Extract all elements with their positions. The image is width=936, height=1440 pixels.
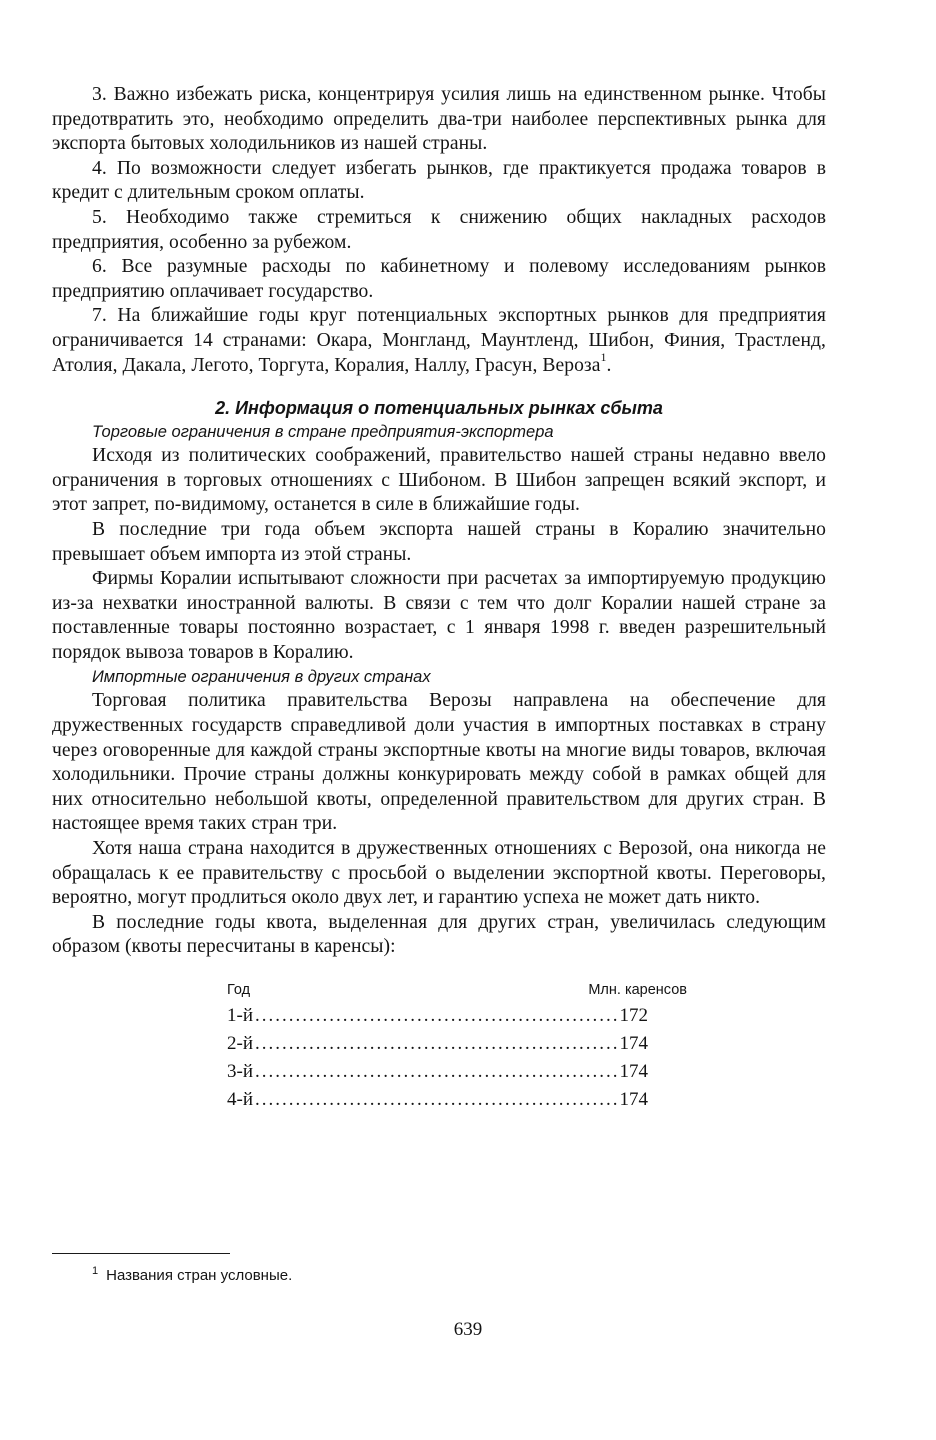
dot-leader xyxy=(255,1030,618,1058)
paragraph: Хотя наша страна находится в дружественных отношениях с Верозой, она никогда не обращалась к ее правительству с просьбой о выделении экспортной квоты. Переговоры, вероятно, могут продлиться около двух лет, и гарантию успеха не может дать никто. xyxy=(52,838,826,909)
dot-leader xyxy=(255,1086,618,1114)
table-cell-value: 174 xyxy=(619,1061,648,1082)
page-number: 639 xyxy=(453,1319,483,1340)
paragraph: В последние годы квота, выделенная для других стран, увеличилась следующим образом (квоты пересчитаны в каренсы): xyxy=(52,911,826,958)
table-row xyxy=(227,1002,648,1030)
footnote-number: 1 xyxy=(92,1265,99,1277)
dot-leader xyxy=(255,1002,618,1030)
quota-table xyxy=(227,978,707,1114)
table-cell-year: 4-й xyxy=(227,1089,253,1110)
table-cell-value: 174 xyxy=(619,1033,648,1054)
list-item-6: 6. Все разумные расходы по кабинетному и полевому исследованиям рынков предприятию оплачивает государство. xyxy=(52,256,826,302)
footnote-text: Названия стран условные. xyxy=(106,1267,293,1284)
list-item-4: 4. По возможности следует избегать рынков, где практикуется продажа товаров в кредит с длительным сроком оплаты. xyxy=(52,157,826,204)
footnote xyxy=(92,1265,292,1288)
page-body xyxy=(52,83,826,1114)
quota-table-header xyxy=(227,978,707,1002)
table-cell-value: 174 xyxy=(619,1089,648,1110)
list-item-7-end: . xyxy=(606,354,612,376)
list-item-5: 5. Необходимо также стремиться к снижению общих накладных расходов предприятия, особенно за рубежом. xyxy=(52,206,826,253)
table-row xyxy=(227,1058,648,1086)
paragraph: Фирмы Коралии испытывают сложности при расчетах за импортируемую продукцию из-за нехватки иностранной валюты. В связи с тем что долг Коралии нашей стране за поставленные товары постоянно возрастает, с 1 января 1998 г. введен разрешительный порядок вывоза товаров в Коралию. xyxy=(52,568,826,663)
table-row xyxy=(227,1030,648,1058)
dot-leader xyxy=(255,1058,618,1086)
list-item-3: 3. Важно избежать риска, концентрируя усилия лишь на единственном рынке. Чтобы предотвратить это, необходимо определить два-три наиболее перспективных рынка для экспорта бытовых холодильников из нашей страны. xyxy=(52,84,826,155)
column-header-value: Млн. каренсов xyxy=(588,982,687,998)
paragraph: Исходя из политических соображений, правительство нашей страны недавно ввело ограничения в торговых отношениях с Шибоном. В Шибон запрещен всякий экспорт, и этот запрет, по-видимому, останется в силе в ближайшие годы. xyxy=(52,445,826,516)
paragraph: В последние три года объем экспорта нашей страны в Коралию значительно превышает объем импорта из этой страны. xyxy=(52,518,826,565)
subsection-title-import-restrictions: Импортные ограничения в других странах xyxy=(92,668,431,687)
list-item-7 xyxy=(52,304,826,378)
table-cell-value: 172 xyxy=(619,1005,648,1026)
paragraph: Торговая политика правительства Верозы направлена на обеспечение для дружественных государств справедливой доли участия в импортных поставках в страну через оговоренные для каждой страны экспортные квоты на многие виды товаров, включая холодильники. Прочие страны должны конкурировать между собой в рамках общей для них относительно небольшой квоты, определенной правительством для других стран. В настоящее время таких стран три. xyxy=(52,690,826,835)
subsection-title-trade-restrictions: Торговые ограничения в стране предприятия-экспортера xyxy=(92,423,554,442)
table-cell-year: 3-й xyxy=(227,1061,253,1082)
list-item-7-text: 7. На ближайшие годы круг потенциальных экспортных рынков для предприятия ограничивается 14 странами: Окара, Монгланд, Маунтленд, Шибон, Финия, Трастленд, Атолия, Дакала, Легото, Торгута, Коралия, Наллу, Грасун, Вероза xyxy=(52,305,826,376)
table-row xyxy=(227,1086,648,1114)
footnote-divider xyxy=(52,1253,230,1254)
table-cell-year: 1-й xyxy=(227,1005,253,1026)
column-header-year: Год xyxy=(227,982,251,998)
table-cell-year: 2-й xyxy=(227,1033,253,1054)
section-title: 2. Информация о потенциальных рынках сбыта xyxy=(215,398,663,419)
footnote-reference[interactable]: 1 xyxy=(600,350,607,364)
